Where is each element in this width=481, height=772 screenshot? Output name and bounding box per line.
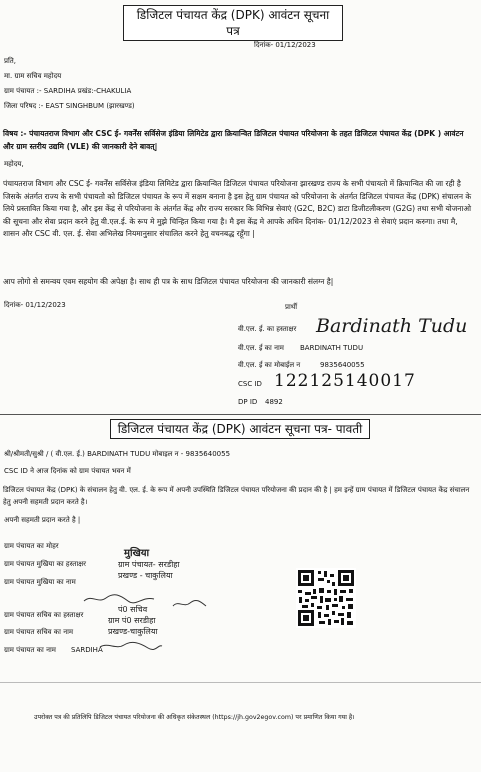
vle-mobile: 9835640055 — [320, 361, 365, 369]
letter-date: दिनांक- 01/12/2023 — [254, 41, 316, 49]
stamp-sachiv-line2: ग्राम पं0 सरडीहा — [108, 616, 156, 625]
receipt-line3: डिजिटल पंचायत केंद्र (DPK) के संचालन हेतु वी. एल. ई. के रूप में अपनी उपस्थिति डिजिटल पंचायत परियोजना की प्रदान की है | हम इन्हें ग्राम पंचायत में डिजिटल पंचायत केंद्र संचालन हेतु अपनी सहमती प्रदान करते है। — [3, 486, 470, 506]
footer-divider — [0, 682, 481, 683]
subject: विषय :- पंचायतराज विभाग और CSC ई- गवर्नेंस सर्विसेज इंडिया लिमिटेड द्वारा क्रियान्वित डिजिटल पंचायत परियोजना के तहत डिजिटल पंचायत केंद्र (DPK ) आवंटन और ग्राम स्तरीय उद्यमि (VLE) की जानकारी देने बावत्| — [3, 129, 464, 151]
stamp-mukhiya-line2: ग्राम पंचायत- सरडीहा — [118, 560, 180, 569]
vle-name: BARDINATH TUDU — [300, 344, 364, 352]
footer-note: उपरोक्त पत्र की प्रतिलिपि डिजिटल पंचायत परियोजना की अधिकृत संकेतस्थल (https://jh.gov2egov.com) पर प्रमाणित किया गया है। — [34, 714, 355, 721]
mukhiya-stamp — [118, 548, 180, 581]
vle-name-label: वी.एल. ई का नाम — [238, 344, 284, 352]
to-line: प्रति, — [4, 57, 17, 65]
receipt-line2: CSC ID ने आज दिनांक को ग्राम पंचायत भवन में — [4, 467, 131, 475]
sachiv-handwritten-signature — [170, 598, 210, 610]
body-paragraph: पंचायतराज विभाग और CSC ई- गवर्नेंस सर्विसेज इंडिया लिमिटेड द्वारा क्रियान्वित डिजिटल पंचायत परियोजना झारखण्ड राज्य के सभी पंचायतो में क्रियान्वित की जा रही है जिसके अंतर्गत राज्य के सभी पंचायतो को डिजिटल पंचायत के रूप में सक्षम बनाना है इस हेतु ग्राम पंचायत को परियोजना के अंतर्गत डिजिटल पंचायत केंद्र (DPK) संचालन के लिये प्रस्तावित किया गया है, और इस केंद्र से परियोजना के अंतर्गत केंद्र और राज्य सरकार कि विभिन्न सेवाएं (G2C, B2C) डाटा डिजीटलीकरण (G2G) तथा सभी योजनाओ की सूचना और सेवा प्रदान करने हेतु वी.एल.ई. के रूप मे मुझे चिन्हित किया गया है। मै इस केंद्र मे आपके अधिन दिनांक- 01/12/2023 से सेवाएं प्रदान करुगा। तथा मै, शासन और CSC वी. एल. ई. सेवा अभिलेख नियमानुसार संचालित करने हेतु वचनबद्ध रहूँगा | — [3, 179, 472, 238]
applicant-label: प्रार्थी — [285, 303, 298, 311]
gp-name-label: ग्राम पंचायत का नाम — [4, 646, 56, 654]
dp-id: 4892 — [265, 398, 283, 406]
qr-code-icon — [296, 568, 356, 628]
panchayat-line: ग्राम पंचायत :- SARDIHA प्रखंड:-CHAKULIA — [4, 87, 132, 95]
mukhiya-name-label: ग्राम पंचायत मुखिया का नाम — [4, 578, 76, 586]
request-line: आप लोगो से समन्वय एवम सहयोग की अपेक्षा है। साथ ही पत्र के साथ डिजिटल पंचायत परियोजना की जानकारी संलग्न है| — [3, 277, 334, 286]
seal-label: ग्राम पंचायत का मोहर — [4, 542, 59, 550]
addressee: मा. ग्राम सचिव महोदय — [4, 72, 62, 80]
salutation: महोदय, — [4, 160, 24, 168]
vle-mobile-label: वी.एल. ई का मोबाईल न — [238, 361, 301, 369]
sachiv-name-label: ग्राम पंचायत सचिव का नाम — [4, 628, 74, 636]
vle-sign-label: वी.एल. ई. का हस्ताक्षर — [238, 325, 297, 333]
district-line: जिला परिषद :- EAST SINGHBUM (झारखण्ड) — [4, 102, 135, 110]
stamp-sachiv-line3: प्रखण्ड-चाकुलिया — [108, 627, 158, 636]
csc-id-handwritten: 122125140017 — [274, 371, 416, 391]
gp-name: SARDIHA — [71, 646, 103, 654]
sachiv-name-handwritten — [96, 640, 166, 652]
stamp-sachiv-line1: पं0 सचिव — [118, 605, 148, 614]
stamp-mukhiya-line3: प्रखण्ड - चाकुलिया — [118, 571, 173, 580]
sachiv-sign-label: ग्राम पंचायत सचिव का हस्ताक्षर — [4, 611, 84, 619]
vle-signature: Bardinath Tudu — [316, 315, 468, 337]
receipt-line1: श्री/श्रीमती/सुश्री / ( वी.एल. ई.) BARDINATH TUDU मोबाइल न - 9835640055 — [4, 450, 231, 458]
receipt-title: डिजिटल पंचायत केंद्र (DPK) आवंटन सूचना पत्र- पावती — [110, 419, 370, 439]
dp-id-label: DP ID — [238, 398, 258, 406]
sachiv-stamp — [108, 604, 158, 637]
section-divider — [0, 414, 481, 415]
mukhiya-sign-label: ग्राम पंचायत मुखिया का हस्ताक्षर — [4, 560, 87, 568]
receipt-line4: अपनी सहमती प्रदान करते है | — [4, 516, 81, 524]
date-second: दिनांक- 01/12/2023 — [4, 301, 66, 309]
csc-id-label: CSC ID — [238, 380, 262, 388]
stamp-mukhiya-title: मुखिया — [124, 548, 150, 559]
letter-title: डिजिटल पंचायत केंद्र (DPK) आवंटन सूचना पत्र — [123, 5, 343, 41]
